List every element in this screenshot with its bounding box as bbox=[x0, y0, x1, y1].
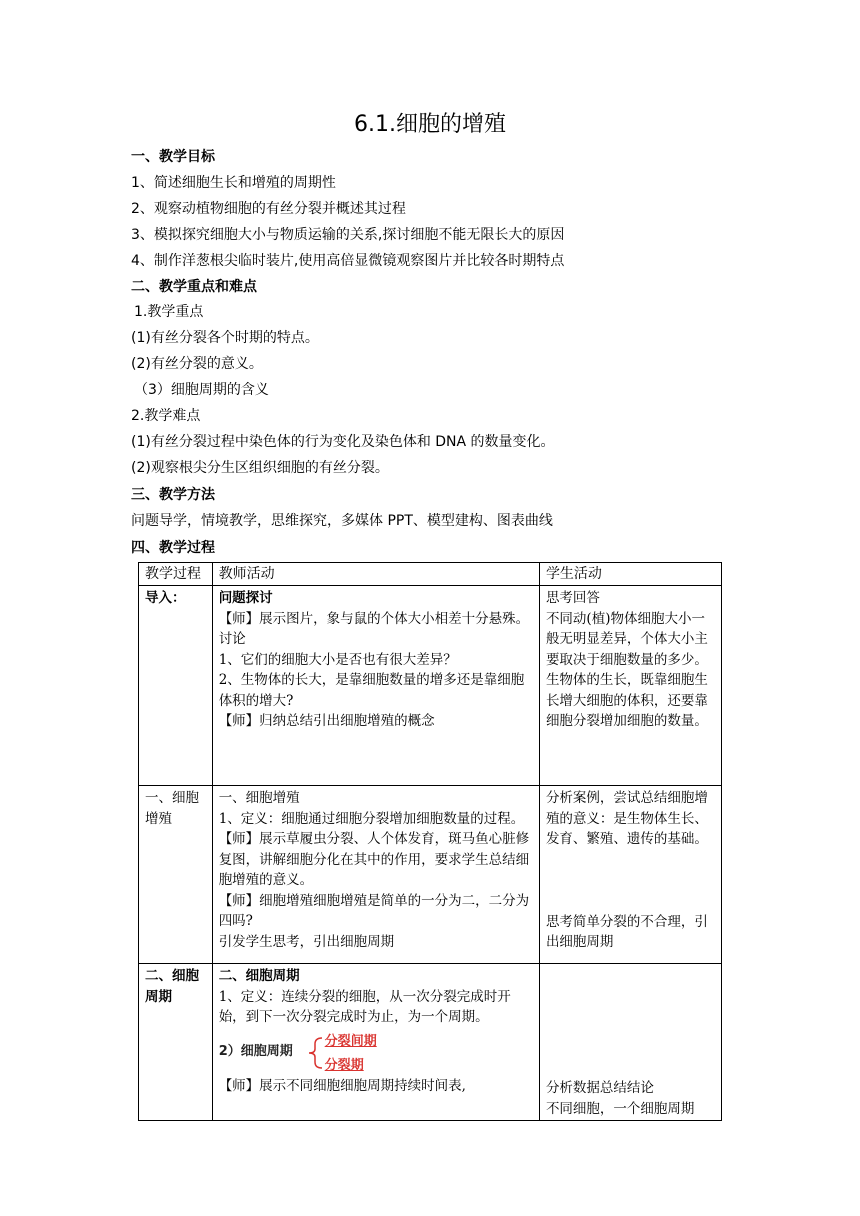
focus-heading: 二、教学重点和难点 bbox=[131, 279, 257, 295]
stage-cell: 导入： bbox=[139, 586, 213, 786]
student-line: 生物体的生长，既靠细胞生长增大细胞的体积，还要靠细胞分裂增加细胞的数量。 bbox=[545, 672, 708, 729]
table-row bbox=[139, 586, 722, 786]
teacher-activity-cell bbox=[212, 586, 539, 786]
difficult-point-item: (2)观察根尖分生区组织细胞的有丝分裂。 bbox=[131, 460, 389, 476]
objectives-heading: 一、教学目标 bbox=[131, 149, 215, 165]
table-row bbox=[139, 964, 722, 1121]
student-line: 思考简单分裂的不合理，引出细胞周期 bbox=[545, 913, 708, 950]
teacher-line: 1、它们的细胞大小是否也有很大差异？ bbox=[218, 651, 457, 668]
interphase-label: 分裂间期 bbox=[324, 1033, 377, 1049]
student-line: 不同细胞，一个细胞周期 bbox=[545, 1100, 695, 1117]
teacher-line: 1、定义：细胞通过细胞分裂增加细胞数量的过程。 bbox=[218, 810, 525, 827]
key-point-item: (1)有丝分裂各个时期的特点。 bbox=[131, 330, 319, 346]
stage-cell: 二、细胞周期 bbox=[139, 964, 213, 1121]
key-points-heading: 1.教学重点 bbox=[134, 304, 204, 320]
teacher-line: 【师】归纳总结引出细胞增殖的概念 bbox=[218, 713, 435, 729]
teacher-line: 一、细胞增殖 bbox=[218, 790, 300, 806]
table-header-row bbox=[139, 563, 722, 586]
table-row bbox=[139, 786, 722, 964]
teacher-line: 2、生物体的长大，是靠细胞数量的增多还是靠细胞体积的增大? bbox=[218, 672, 525, 709]
teacher-line: 问题探讨 bbox=[218, 590, 273, 606]
teacher-line: 【师】展示不同细胞细胞周期持续时间表, bbox=[218, 1077, 466, 1094]
teacher-activity-cell bbox=[212, 786, 539, 964]
teaching-process-table bbox=[138, 562, 722, 1121]
methods-heading: 三、教学方法 bbox=[131, 487, 215, 503]
mitotic-phase-label: 分裂期 bbox=[324, 1057, 364, 1073]
objective-item: 2、观察动植物细胞的有丝分裂并概述其过程 bbox=[131, 201, 406, 217]
objective-item: 1、简述细胞生长和增殖的周期性 bbox=[131, 175, 336, 191]
stage-cell: 一、细胞增殖 bbox=[139, 786, 213, 964]
difficult-points-heading: 2.教学难点 bbox=[131, 408, 201, 424]
teacher-line: 【师】展示草履虫分裂、人个体发育，斑马鱼心脏修复图，讲解细胞分化在其中的作用，要求学生总结细胞增殖的意义。 bbox=[218, 831, 530, 888]
teacher-line: 【师】展示图片，象与鼠的个体大小相差十分悬殊。 bbox=[218, 610, 530, 627]
cell-cycle-label: 2）细胞周期 bbox=[218, 1043, 293, 1059]
student-line: 分析数据总结结论 bbox=[545, 1080, 654, 1096]
student-activity-cell bbox=[539, 964, 721, 1121]
page-title: 6.1.细胞的增殖 bbox=[354, 112, 506, 137]
student-line: 分析案例，尝试总结细胞增殖的意义：是生物体生长、发育、繁殖、遗传的基础。 bbox=[545, 790, 708, 847]
teacher-activity-cell bbox=[212, 964, 539, 1121]
student-activity-cell bbox=[539, 586, 721, 786]
teacher-line: 讨论 bbox=[218, 631, 246, 647]
key-point-item: （3）细胞周期的含义 bbox=[134, 382, 269, 398]
brace-icon bbox=[305, 1036, 325, 1070]
column-header: 教师活动 bbox=[212, 563, 539, 586]
cell-cycle-diagram bbox=[219, 1032, 533, 1072]
teacher-line: 引发学生思考，引出细胞周期 bbox=[218, 933, 395, 950]
process-heading: 四、教学过程 bbox=[131, 540, 215, 556]
key-point-item: (2)有丝分裂的意义。 bbox=[131, 356, 263, 372]
objective-item: 4、制作洋葱根尖临时装片,使用高倍显微镜观察图片并比较各时期特点 bbox=[131, 253, 565, 269]
objective-item: 3、模拟探究细胞大小与物质运输的关系,探讨细胞不能无限长大的原因 bbox=[131, 227, 565, 243]
column-header: 教学过程 bbox=[139, 563, 213, 586]
student-activity-cell bbox=[539, 786, 721, 964]
student-line: 不同动(植)物体细胞大小一般无明显差异，个体大小主要取决于细胞数量的多少。 bbox=[545, 610, 708, 668]
teacher-line: 二、细胞周期 bbox=[218, 968, 300, 984]
difficult-point-item: (1)有丝分裂过程中染色体的行为变化及染色体和 DNA 的数量变化。 bbox=[131, 434, 555, 450]
teacher-line: 【师】细胞增殖细胞增殖是简单的一分为二，二分为四吗? bbox=[218, 892, 530, 929]
methods-text: 问题导学，情境教学，思维探究，多媒体 PPT、模型建构、图表曲线 bbox=[131, 513, 553, 529]
teacher-line: 1、定义：连续分裂的细胞，从一次分裂完成时开始，到下一次分裂完成时为止，为一个周期。 bbox=[218, 988, 511, 1025]
student-line: 思考回答 bbox=[545, 590, 600, 606]
column-header: 学生活动 bbox=[539, 563, 721, 586]
